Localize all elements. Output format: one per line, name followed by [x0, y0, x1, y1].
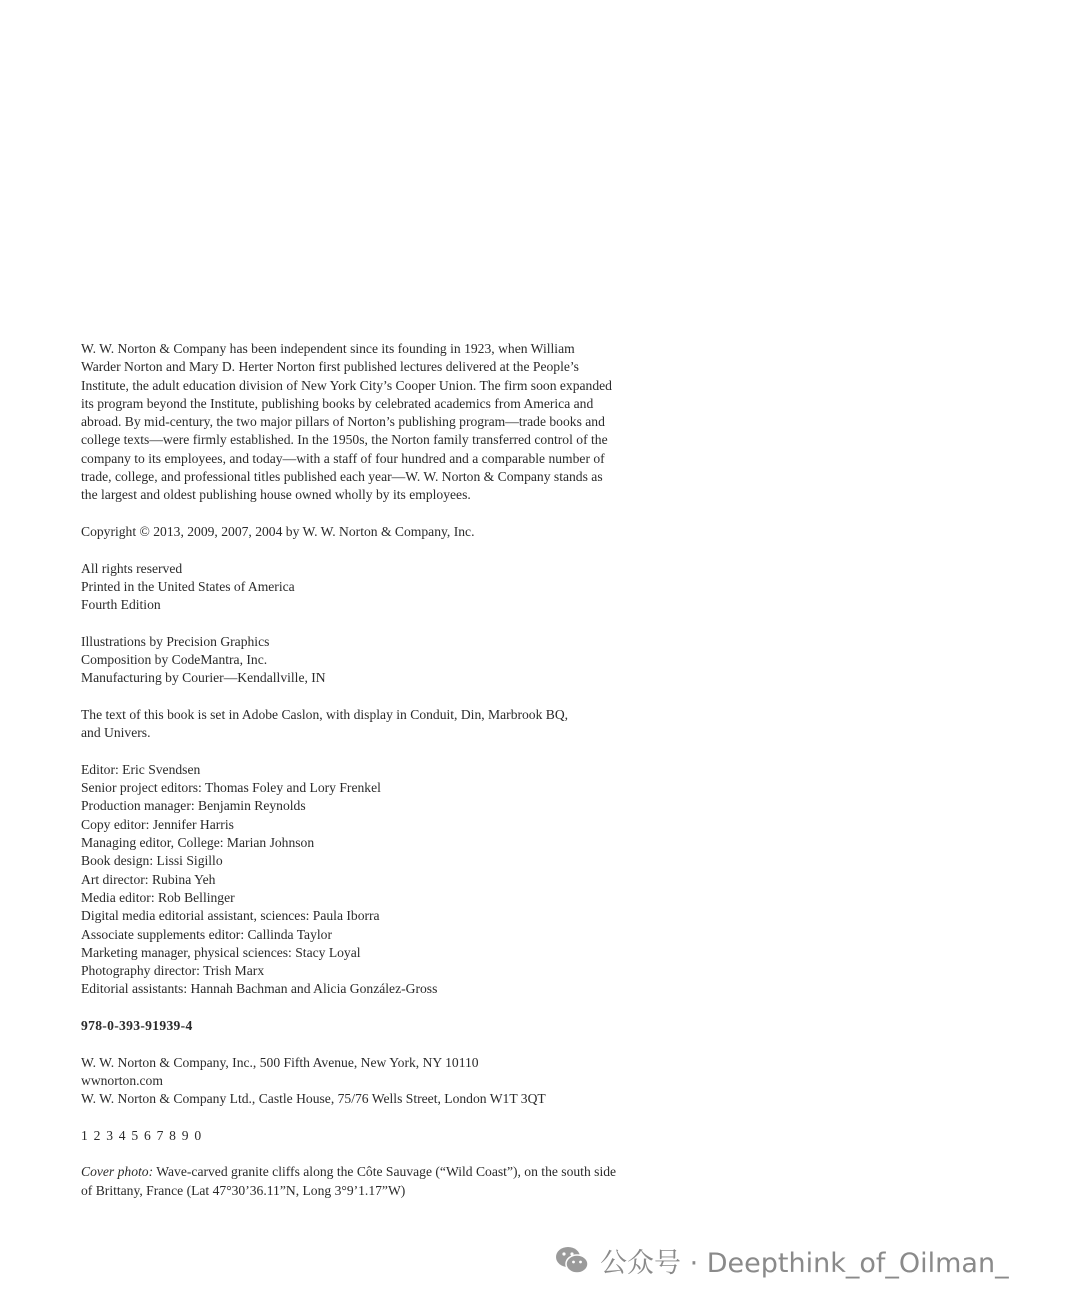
watermark: [552, 1240, 1009, 1280]
rights-line: All rights reserved: [81, 560, 183, 576]
production-line: Manufacturing by Courier—Kendallville, IN: [81, 670, 326, 686]
rights-line: Printed in the United States of America: [81, 578, 295, 594]
cover-photo-credit: [81, 1163, 681, 1200]
rights-line: Fourth Edition: [81, 597, 161, 613]
paragraph-line: abroad. By mid-century, the two major pillars of Norton’s publishing program—trade books and: [81, 414, 605, 430]
cover-photo-label: Cover photo:: [81, 1164, 154, 1180]
typeface-note: [81, 706, 681, 743]
cover-photo-line-2: of Brittany, France (Lat 47°30’36.11”N, Long 3°9’1.17”W): [81, 1182, 406, 1198]
website-line: wwnorton.com: [81, 1072, 163, 1088]
credits-list: [81, 761, 681, 999]
paragraph-line: company to its employees, and today—with a staff of four hundred and a comparable number of: [81, 450, 605, 466]
printing-number-line: 1 2 3 4 5 6 7 8 9 0: [81, 1127, 203, 1143]
credit-line: Managing editor, College: Marian Johnson: [81, 835, 315, 851]
production-line: Illustrations by Precision Graphics: [81, 633, 270, 649]
address-line: W. W. Norton & Company Ltd., Castle House, 75/76 Wells Street, London W1T 3QT: [81, 1091, 546, 1107]
paragraph-line: college texts—were firmly established. In the 1950s, the Norton family transferred control of the: [81, 432, 608, 448]
cover-photo-line-1: [81, 1163, 681, 1181]
rights-block: [81, 560, 681, 615]
credit-line: Digital media editorial assistant, sciences: Paula Iborra: [81, 908, 380, 924]
isbn-block: [81, 1017, 681, 1035]
paragraph-line: Institute, the adult education division of New York City’s Cooper Union. The firm soon expanded: [81, 377, 612, 393]
production-line: Composition by CodeMantra, Inc.: [81, 652, 268, 668]
address-line: W. W. Norton & Company, Inc., 500 Fifth Avenue, New York, NY 10110: [81, 1054, 479, 1070]
credit-line: Associate supplements editor: Callinda Taylor: [81, 926, 332, 942]
addresses-block: [81, 1054, 681, 1109]
credit-line: Media editor: Rob Bellinger: [81, 889, 235, 905]
credit-line: Production manager: Benjamin Reynolds: [81, 798, 306, 814]
paragraph-line: Warder Norton and Mary D. Herter Norton first published lectures delivered at the People’s: [81, 359, 579, 375]
cover-photo-text: Wave-carved granite cliffs along the Côte Sauvage (“Wild Coast”), on the south side: [153, 1164, 617, 1180]
credit-line: Marketing manager, physical sciences: Stacy Loyal: [81, 944, 361, 960]
production-block: [81, 633, 681, 688]
copyright-notice: [81, 523, 681, 541]
credit-line: Editor: Eric Svendsen: [81, 761, 201, 777]
typeface-line: and Univers.: [81, 725, 151, 741]
paragraph-line: trade, college, and professional titles published each year—W. W. Norton & Company stands as: [81, 469, 603, 485]
credit-line: Senior project editors: Thomas Foley and Lory Frenkel: [81, 780, 381, 796]
paragraph-line: its program beyond the Institute, publishing books by celebrated academics from America and: [81, 395, 594, 411]
paragraph-line: W. W. Norton & Company has been independent since its founding in 1923, when William: [81, 341, 575, 356]
copyright-page: [81, 340, 681, 1200]
publisher-history-paragraph: [81, 340, 681, 505]
paragraph-line: the largest and oldest publishing house owned wholly by its employees.: [81, 487, 471, 503]
credit-line: Photography director: Trish Marx: [81, 963, 265, 979]
isbn: 978-0-393-91939-4: [81, 1017, 193, 1033]
credit-line: Editorial assistants: Hannah Bachman and Alicia González-Gross: [81, 981, 438, 997]
printing-line-block: [81, 1127, 681, 1145]
credit-line: Art director: Rubina Yeh: [81, 871, 216, 887]
copyright-line: Copyright © 2013, 2009, 2007, 2004 by W. W. Norton & Company, Inc.: [81, 523, 475, 539]
credit-line: Book design: Lissi Sigillo: [81, 853, 223, 869]
watermark-text: 公众号 · Deepthink_of_Oilman_: [600, 1247, 1009, 1279]
wechat-icon: [552, 1240, 592, 1280]
credit-line: Copy editor: Jennifer Harris: [81, 816, 234, 832]
typeface-line: The text of this book is set in Adobe Caslon, with display in Conduit, Din, Marbrook BQ,: [81, 706, 569, 722]
